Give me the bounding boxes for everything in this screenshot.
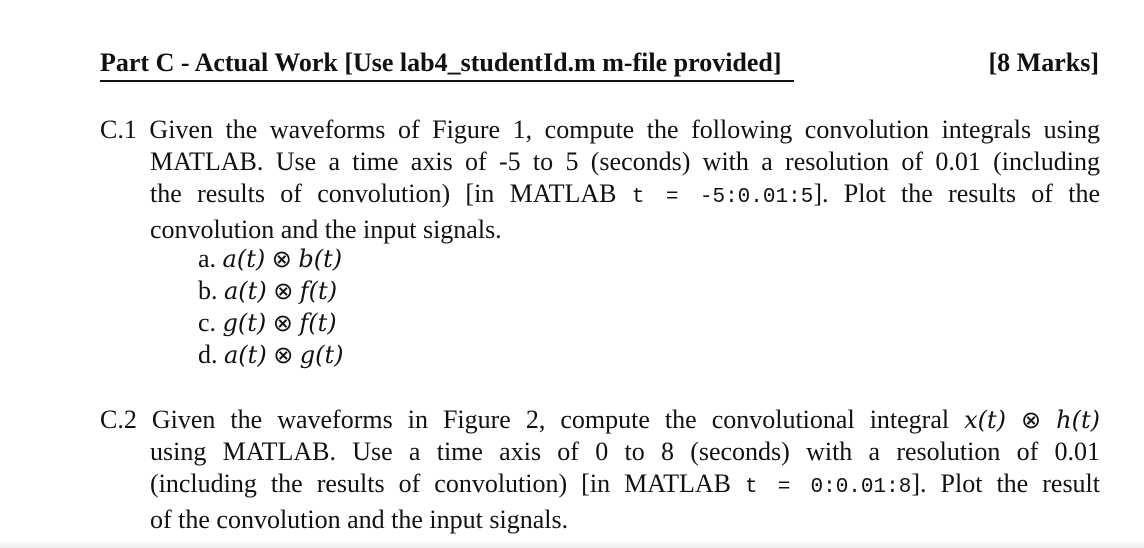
c1-matlab-code: t = -5:0.01:5 — [631, 186, 814, 209]
c2-line-1: C.2 Given the waveforms in Figure 2, compute the convolutional integral x(t) ⊗ h(t) — [100, 405, 1100, 434]
list-item: c. g(t) ⊗ f(t) — [198, 308, 337, 337]
convolution-icon: ⊗ — [272, 309, 293, 337]
convolution-icon: ⊗ — [273, 341, 294, 369]
convolution-icon: ⊗ — [273, 277, 294, 305]
marks-label: [8 Marks] — [988, 48, 1099, 77]
convolution-icon: ⊗ — [271, 245, 292, 273]
list-item: a. a(t) ⊗ b(t) — [198, 244, 343, 273]
list-item: b. a(t) ⊗ f(t) — [198, 276, 338, 305]
c2-matlab-code: t = 0:0.01:8 — [745, 476, 912, 499]
c2-number: C.2 — [100, 405, 137, 434]
convolution-list — [198, 243, 344, 371]
convolution-icon: ⊗ — [1021, 406, 1042, 434]
c2-line-4: of the convolution and the input signals. — [150, 505, 569, 534]
section-title: Part C - Actual Work [Use lab4_studentId.m m-file provided] — [100, 46, 794, 82]
c2-line-3: (including the results of convolution) [in MATLAB t = 0:0.01:8]. Plot the result — [150, 469, 1101, 499]
list-item: d. a(t) ⊗ g(t) — [198, 340, 344, 369]
question-c2 — [100, 404, 1100, 536]
c1-line-2: MATLAB. Use a time axis of -5 to 5 (seconds) with a resolution of 0.01 (including — [150, 147, 1100, 176]
c1-line-4: convolution and the input signals. — [150, 215, 502, 244]
c1-line-1: C.1 Given the waveforms of Figure 1, compute the following convolution integrals using — [100, 115, 1101, 144]
question-c1 — [100, 114, 1100, 246]
page-bottom-edge — [0, 540, 1144, 548]
c2-line-2: using MATLAB. Use a time axis of 0 to 8 (seconds) with a resolution of 0.01 — [150, 437, 1100, 466]
c1-line-3: the results of convolution) [in MATLAB t = -5:0.01:5]. Plot the results of the — [150, 179, 1101, 209]
c1-number: C.1 — [100, 115, 137, 144]
